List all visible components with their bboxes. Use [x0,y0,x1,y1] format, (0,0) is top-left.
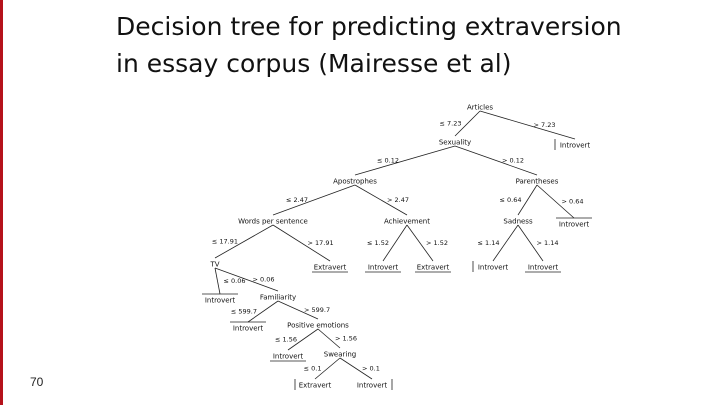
leaf-class-label: Extravert [298,381,332,390]
tree-leaf [415,264,451,273]
edge-condition-label: > 7.23 [533,121,556,129]
tree-edge [480,111,575,139]
tree-leaf [295,379,332,390]
tree-node-label: Achievement [384,217,430,226]
slide-title-line-2: in essay corpus (Mairesse et al) [116,49,512,78]
leaf-class-label: Introvert [356,381,388,390]
tree-edge [355,146,455,175]
edge-condition-label: ≤ 1.52 [367,239,389,247]
edge-condition-label: ≤ 0.06 [223,277,246,285]
edge-condition-label: > 2.47 [387,196,409,204]
slide-title-line-1: Decision tree for predicting extraversion [116,12,622,41]
leaf-class-label: Introvert [477,263,509,272]
edge-condition-label: ≤ 599.7 [230,307,257,316]
leaf-class-label: Introvert [527,263,559,272]
leaf-class-label: Introvert [367,263,399,272]
leaf-class-label: Introvert [559,141,591,150]
tree-leaf [202,294,238,305]
edge-condition-label: ≤ 0.12 [377,156,399,165]
tree-node-label: Parentheses [515,177,559,186]
tree-node-label: Familiarity [259,293,297,302]
tree-leaf [525,264,561,273]
leaf-class-label: Extravert [313,263,347,272]
edge-condition-label: ≤ 7.23 [439,119,462,128]
edge-condition-label: > 1.14 [536,239,559,247]
leaf-class-label: Introvert [232,324,264,333]
tree-node-label: Positive emotions [287,321,349,330]
edge-condition-label: ≤ 1.56 [275,335,297,344]
leaf-class-label: Introvert [204,296,236,305]
edge-condition-label: > 0.12 [502,156,524,165]
page-number: 70 [30,375,44,389]
edge-condition-label: > 17.91 [307,239,334,247]
tree-node-label: Swearing [323,350,357,359]
edge-condition-label: ≤ 0.64 [499,196,522,204]
tree-node-label: TV [210,260,220,269]
tree-edge [455,146,537,175]
tree-node-label: Articles [466,103,494,112]
edge-condition-label: > 1.56 [335,334,357,343]
edge-condition-label: > 0.1 [362,364,380,373]
edge-condition-label: ≤ 0.1 [303,364,322,373]
tree-leaf [270,353,306,362]
tree-leaf [365,264,401,273]
tree-leaf [357,379,392,390]
edge-condition-label: ≤ 1.14 [477,239,500,247]
tree-leaf [473,261,508,272]
tree-edge [215,268,220,294]
tree-leaf [556,218,592,229]
leaf-class-label: Introvert [558,220,590,229]
edge-condition-label: ≤ 2.47 [286,196,308,204]
tree-leaf [230,322,266,333]
edge-condition-label: ≤ 17.91 [211,237,238,246]
leaf-class-label: Extravert [416,263,450,272]
leaf-class-label: Introvert [272,352,304,361]
edge-condition-label: > 1.52 [426,239,448,247]
edge-condition-label: > 0.06 [252,275,275,284]
edge-condition-label: > 0.64 [561,197,584,206]
tree-leaf [555,139,590,150]
edge-condition-label: > 599.7 [304,306,331,314]
tree-node-label: Sexuality [438,138,472,147]
tree-node-label: Words per sentence [238,217,308,226]
tree-node-label: Sadness [503,217,533,226]
tree-leaf [312,264,348,273]
tree-node-label: Apostrophes [333,177,377,186]
